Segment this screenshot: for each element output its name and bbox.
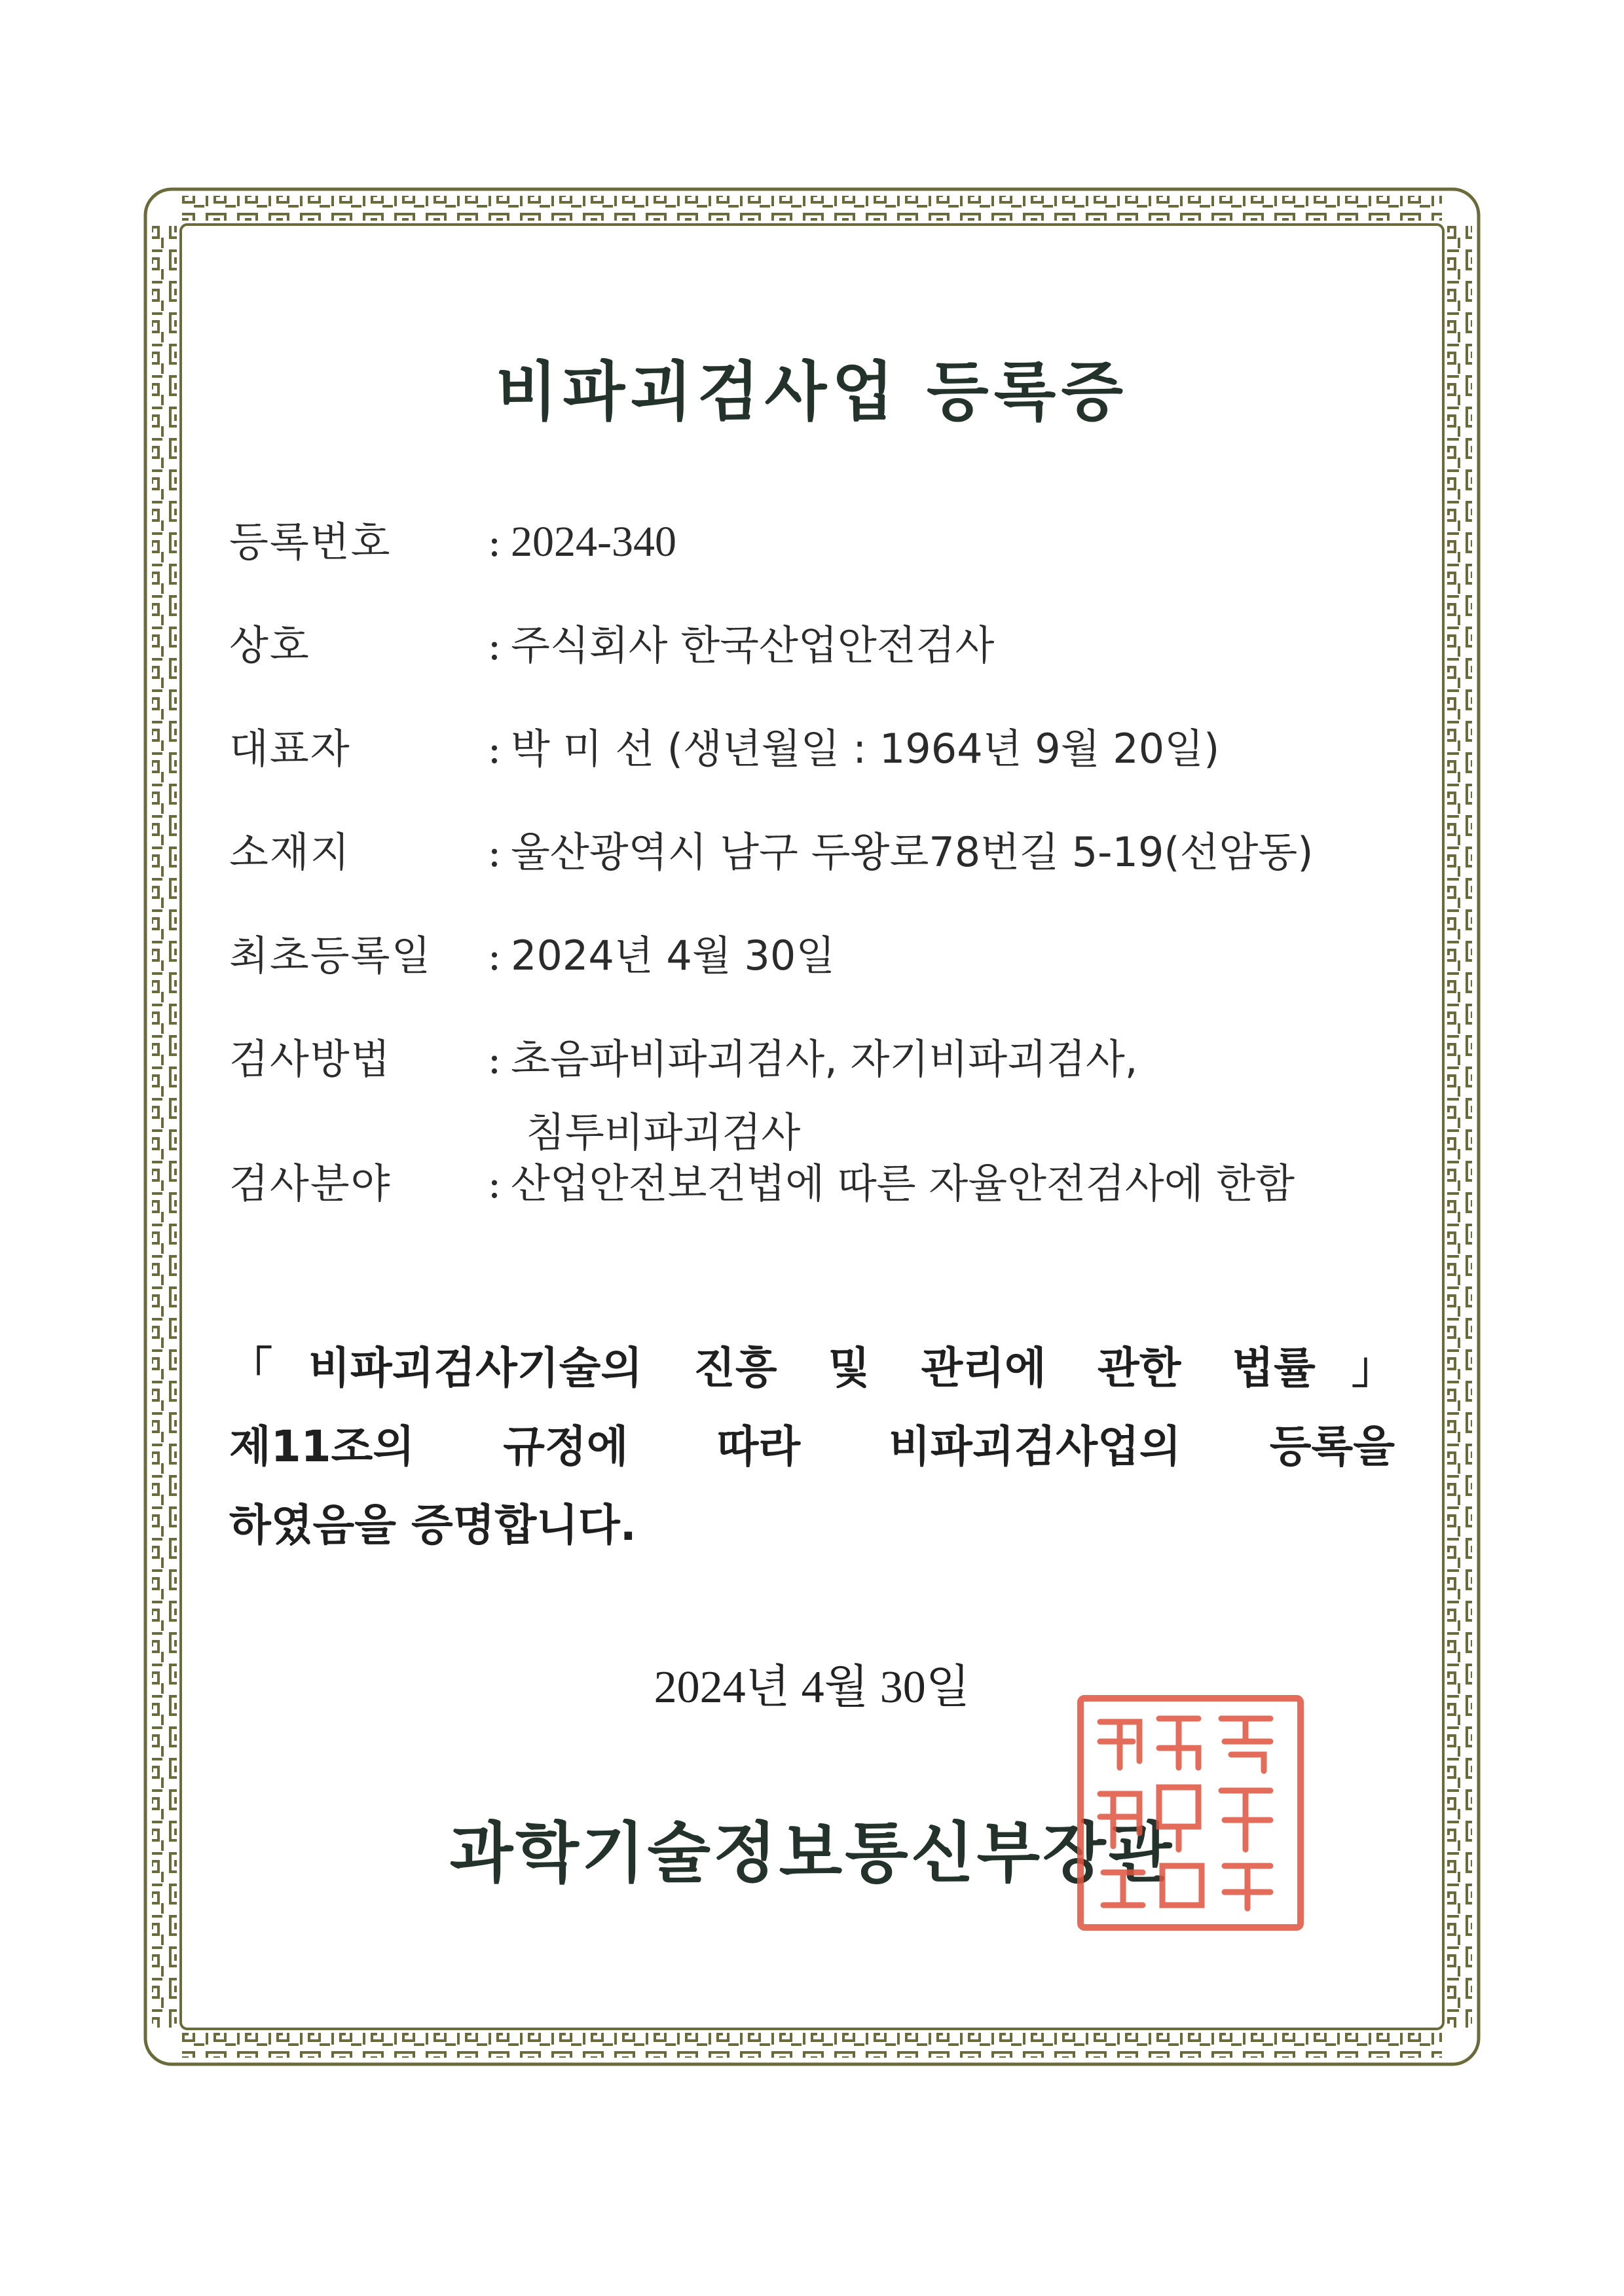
field-registration-number [229,517,676,567]
statement-line: 「비파괴검사기술의 진흥 및 관리에 관한 법률」 [229,1343,1395,1393]
field-label: 검사방법 [229,1035,392,1083]
colon: : [487,1035,502,1083]
field-company-name [229,621,994,670]
field-value: 박 미 선 (생년월일 : 1964년 9월 20일) [511,725,1220,773]
official-seal [1074,1689,1310,1938]
field-value: 2024년 4월 30일 [511,932,836,979]
field-value: 2024-340 [511,518,676,566]
field-initial-registration-date [229,931,835,981]
document-title: 비파괴검사업 등록증 [495,355,1129,429]
colon: : [487,932,502,979]
field-inspection-method [229,1034,1138,1084]
field-inspection-scope [229,1159,1295,1209]
field-label: 등록번호 [229,518,392,566]
statement-line: 하였음을 증명합니다. [229,1500,637,1550]
field-value: 울산광역시 남구 두왕로78번길 5-19(선암동) [511,828,1314,876]
certification-statement [229,1329,1395,1565]
field-address [229,828,1314,877]
field-value: 산업안전보건법에 따른 자율안전검사에 한함 [511,1159,1295,1207]
colon: : [487,621,502,669]
colon: : [487,725,502,773]
issuer-name: 과학기술정보통신부장관 [449,1815,1175,1891]
field-label: 최초등록일 [229,932,432,979]
colon: : [487,828,502,876]
field-label: 상호 [229,621,310,669]
field-label: 대표자 [229,725,351,773]
field-value: 주식회사 한국산업안전검사 [511,621,995,669]
field-value: 초음파비파괴검사, 자기비파괴검사, [511,1035,1138,1083]
field-label: 검사분야 [229,1159,392,1207]
colon: : [487,1159,502,1207]
field-representative [229,724,1219,774]
issue-date: 2024년 4월 30일 [654,1662,970,1713]
colon: : [487,518,502,566]
statement-line: 제11조의 규정에 따라 비파괴검사업의 등록을 [229,1421,1395,1472]
field-label: 소재지 [229,828,351,876]
field-inspection-method-continued: 침투비파괴검사 [526,1108,801,1156]
